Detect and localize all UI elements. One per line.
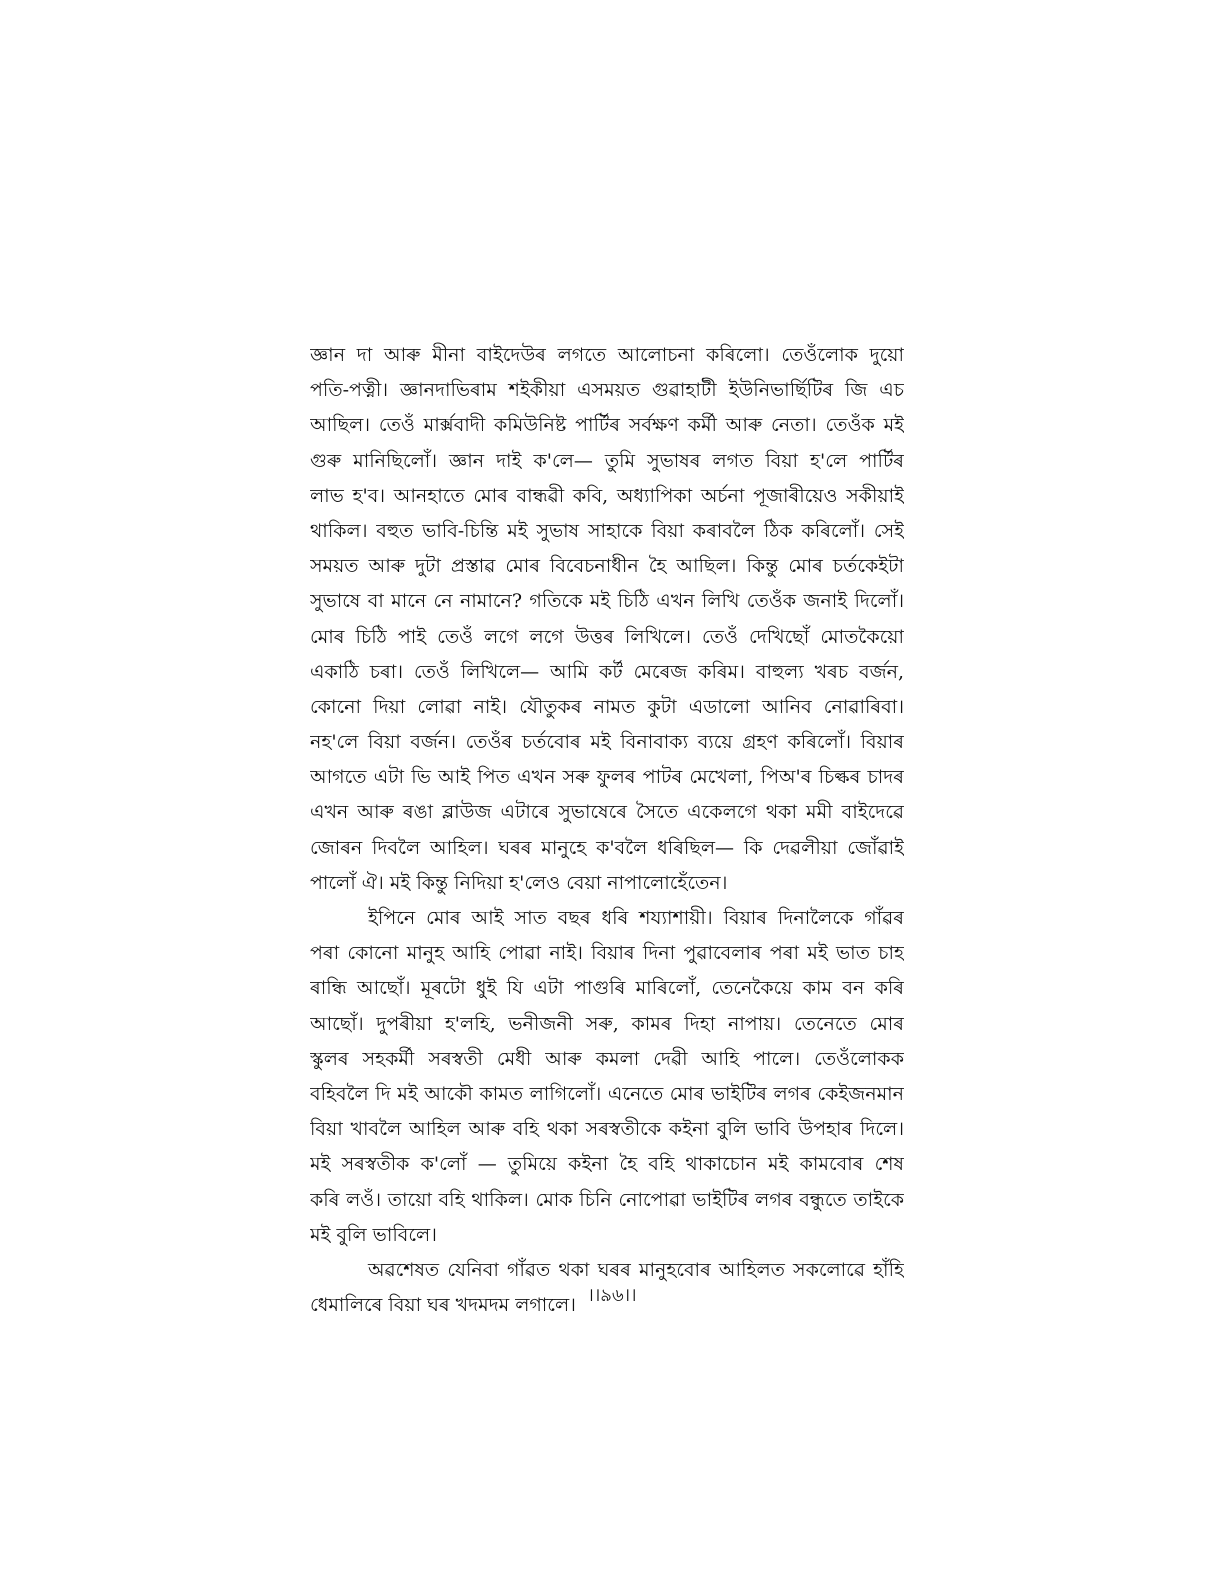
text-line: মই সৰস্বতীক ক'লোঁ — তুমিয়ে কইনা হৈ বহি থাকাচোন মই কামবোৰ শেষ xyxy=(310,1153,904,1176)
text-line: একাঠি চৰা। তেওঁ লিখিলে— আমি কৰ্ট মেৰেজ কৰিম। বাহুল্য খৰচ বৰ্জন, xyxy=(310,660,904,683)
text-line: পালোঁ ঐ। মই কিন্তু নিদিয়া হ'লেও বেয়া নাপালোহেঁতেন। xyxy=(310,871,728,894)
paragraph-1 xyxy=(310,338,904,901)
page-body xyxy=(310,338,904,1323)
text-line: আছোঁ। দুপৰীয়া হ'লহি, ভনীজনী সৰু, কামৰ দিহা নাপায়। তেনেতে মোৰ xyxy=(310,1012,904,1035)
text-line: মোৰ চিঠি পাই তেওঁ লগে লগে উত্তৰ লিখিলে। তেওঁ দেখিছোঁ মোতকৈয়ো xyxy=(310,625,904,648)
text-line: এখন আৰু ৰঙা ব্লাউজ এটাৰে সুভাষেৰে সৈতে একেলগে থকা মমী বাইদেৱে xyxy=(310,801,904,824)
text-line: আছিল। তেওঁ মাৰ্ক্সবাদী কমিউনিষ্ট পাৰ্টিৰ সৰ্বক্ষণ কৰ্মী আৰু নেতা। তেওঁক মই xyxy=(310,414,904,437)
text-line: ৰান্ধি আছোঁ। মূৰটো ধুই যি এটা পাগুৰি মাৰিলোঁ, তেনেকৈয়ে কাম বন কৰি xyxy=(310,977,904,1000)
text-line: অৱশেষত যেনিবা গাঁৱত থকা ঘৰৰ মানুহবোৰ আহিলত সকলোৱে হাঁহি xyxy=(368,1258,904,1281)
text-line: কোনো দিয়া লোৱা নাই। যৌতুকৰ নামত কুটা এডালো আনিব নোৱাৰিবা। xyxy=(310,695,904,718)
text-line: থাকিল। বহুত ভাবি-চিন্তি মই সুভাষ সাহাকে বিয়া কৰাবলৈ ঠিক কৰিলোঁ। সেই xyxy=(310,519,904,542)
text-line: লাভ হ'ব। আনহাতে মোৰ বান্ধৱী কবি, অধ্যাপিকা অৰ্চনা পূজাৰীয়েও সকীয়াই xyxy=(310,484,904,507)
text-line: পতি-পত্নী। জ্ঞানদাভিৰাম শইকীয়া এসময়ত গুৱাহাটী ইউনিভাৰ্ছিটিৰ জি এচ xyxy=(310,379,904,402)
paragraph-2 xyxy=(310,901,904,1253)
text-line: আগতে এটা ভি আই পিত এখন সৰু ফুলৰ পাটৰ মেখেলা, পিঅ'ৰ চিল্কৰ চাদৰ xyxy=(310,766,904,789)
text-line: ধেমালিৰে বিয়া ঘৰ খদমদম লগালে। xyxy=(310,1294,576,1317)
text-line: পৰা কোনো মানুহ আহি পোৱা নাই। বিয়াৰ দিনা পুৱাবেলাৰ পৰা মই ভাত চাহ xyxy=(310,942,904,965)
text-line: সুভাষে বা মানে নে নামানে? গতিকে মই চিঠি এখন লিখি তেওঁক জনাই দিলোঁ। xyxy=(310,590,904,613)
text-line: সময়ত আৰু দুটা প্ৰস্তাৱ মোৰ বিবেচনাধীন হৈ আছিল। কিন্তু মোৰ চৰ্তকেইটা xyxy=(310,555,904,578)
text-line: জ্ঞান দা আৰু মীনা বাইদেউৰ লগতে আলোচনা কৰিলো। তেওঁলোক দুয়ো xyxy=(310,344,904,366)
text-line: বহিবলৈ দি মই আকৌ কামত লাগিলোঁ। এনেতে মোৰ ভাইটিৰ লগৰ কেইজনমান xyxy=(310,1082,904,1105)
text-line: বিয়া খাবলৈ আহিল আৰু বহি থকা সৰস্বতীকে কইনা বুলি ভাবি উপহাৰ দিলে। xyxy=(310,1118,904,1141)
text-line: জোৰন দিবলৈ আহিল। ঘৰৰ মানুহে ক'বলৈ ধৰিছিল— কি দেৱলীয়া জোঁৱাই xyxy=(310,836,904,859)
text-line: নহ'লে বিয়া বৰ্জন। তেওঁৰ চৰ্তবোৰ মই বিনাবাক্য ব্যয়ে গ্ৰহণ কৰিলোঁ। বিয়াৰ xyxy=(310,731,904,754)
text-line: ইপিনে মোৰ আই সাত বছৰ ধৰি শয্যাশায়ী। বিয়াৰ দিনালৈকে গাঁৱৰ xyxy=(368,907,904,929)
page-number: ।।৯৬।। xyxy=(587,1285,637,1306)
text-line: গুৰু মানিছিলোঁ। জ্ঞান দাই ক'লে— তুমি সুভাষৰ লগত বিয়া হ'লে পাৰ্টিৰ xyxy=(310,449,904,472)
text-line: কৰি লওঁ। তায়ো বহি থাকিল। মোক চিনি নোপোৱা ভাইটিৰ লগৰ বন্ধুতে তাইকে xyxy=(310,1188,904,1211)
text-line: মই বুলি ভাবিলে। xyxy=(310,1223,437,1246)
text-line: স্কুলৰ সহকৰ্মী সৰস্বতী মেধী আৰু কমলা দেৱী আহি পালে। তেওঁলোকক xyxy=(310,1047,904,1070)
